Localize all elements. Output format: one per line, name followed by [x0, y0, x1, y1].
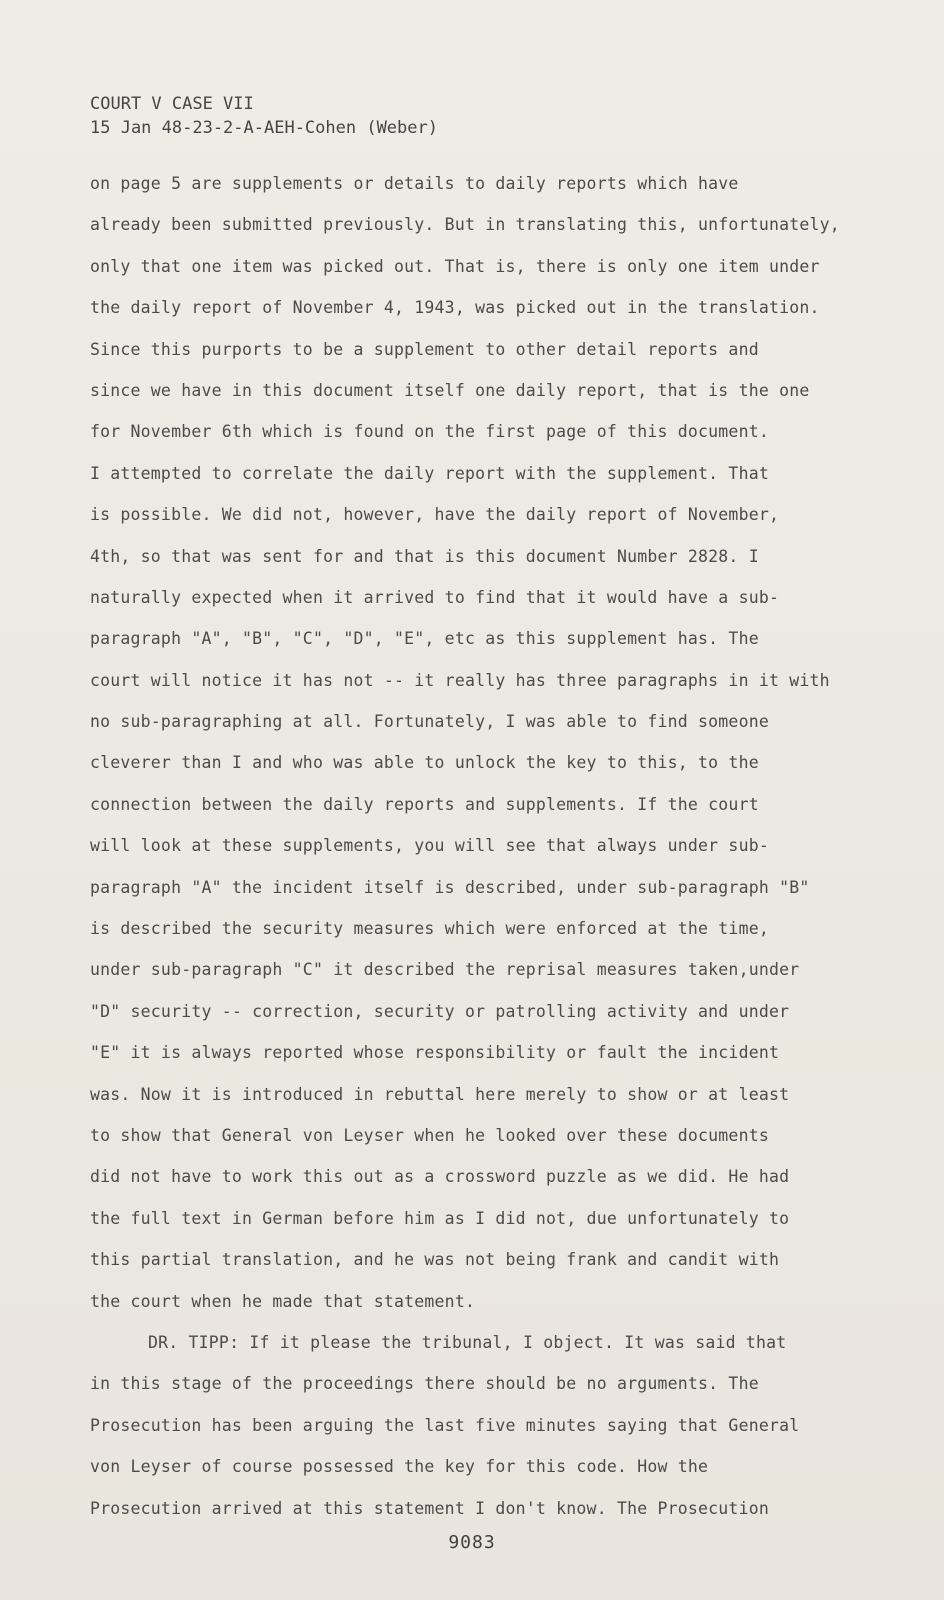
text-line: paragraph "A", "B", "C", "D", "E", etc as this supplement has. The	[90, 629, 759, 649]
text-line: since we have in this document itself one daily report, that is the one	[90, 380, 810, 400]
text-line: no sub-paragraphing at all. Fortunately, I was able to find someone	[90, 712, 769, 732]
text-line: will look at these supplements, you will see that always under sub-	[90, 836, 769, 856]
text-line: is possible. We did not, however, have the daily report of November,	[90, 505, 780, 525]
text-line: paragraph "A" the incident itself is described, under sub-paragraph "B"	[90, 877, 810, 897]
text-line: for November 6th which is found on the first page of this document.	[90, 422, 769, 442]
document-header	[90, 92, 438, 140]
text-line: I attempted to correlate the daily report with the supplement. That	[90, 463, 769, 483]
page-number: 9083	[448, 1532, 496, 1553]
text-line: Prosecution has been arguing the last five minutes saying that General	[90, 1415, 800, 1435]
text-line: to show that General von Leyser when he looked over these documents	[90, 1125, 769, 1145]
text-line: is described the security measures which were enforced at the time,	[90, 919, 769, 939]
text-line: the full text in German before him as I did not, due unfortunately to	[90, 1208, 790, 1228]
text-line: already been submitted previously. But in translating this, unfortunately,	[90, 215, 840, 235]
text-line: in this stage of the proceedings there should be no arguments. The	[90, 1374, 759, 1394]
text-line: "D" security -- correction, security or patrolling activity and under	[90, 1001, 790, 1021]
text-line: naturally expected when it arrived to find that it would have a sub-	[90, 587, 780, 607]
date-reference-line: 15 Jan 48-23-2-A-AEH-Cohen (Weber)	[90, 118, 438, 138]
transcript-body	[90, 172, 910, 1538]
text-line: "E" it is always reported whose responsibility or fault the incident	[90, 1043, 780, 1063]
text-line: Prosecution arrived at this statement I don't know. The Prosecution	[90, 1498, 769, 1518]
text-line: 4th, so that was sent for and that is this document Number 2828. I	[90, 546, 759, 566]
court-case-line: COURT V CASE VII	[90, 94, 254, 114]
text-line: court will notice it has not -- it really has three paragraphs in it with	[90, 670, 830, 690]
text-line: on page 5 are supplements or details to daily reports which have	[90, 174, 739, 193]
text-line: under sub-paragraph "C" it described the reprisal measures taken,under	[90, 960, 800, 980]
text-line: only that one item was picked out. That is, there is only one item under	[90, 256, 820, 276]
text-line: von Leyser of course possessed the key for this code. How the	[90, 1457, 709, 1477]
text-line: connection between the daily reports and supplements. If the court	[90, 794, 759, 814]
text-line: was. Now it is introduced in rebuttal here merely to show or at least	[90, 1084, 790, 1104]
text-line: did not have to work this out as a crossword puzzle as we did. He had	[90, 1167, 790, 1187]
text-line: the court when he made that statement.	[90, 1291, 476, 1311]
text-line: the daily report of November 4, 1943, was picked out in the translation.	[90, 298, 820, 318]
text-line: Since this purports to be a supplement to other detail reports and	[90, 339, 759, 359]
speaker-line: DR. TIPP: If it please the tribunal, I object. It was said that	[148, 1332, 787, 1352]
text-line: this partial translation, and he was not being frank and candit with	[90, 1250, 780, 1270]
text-line: cleverer than I and who was able to unlock the key to this, to the	[90, 753, 759, 773]
